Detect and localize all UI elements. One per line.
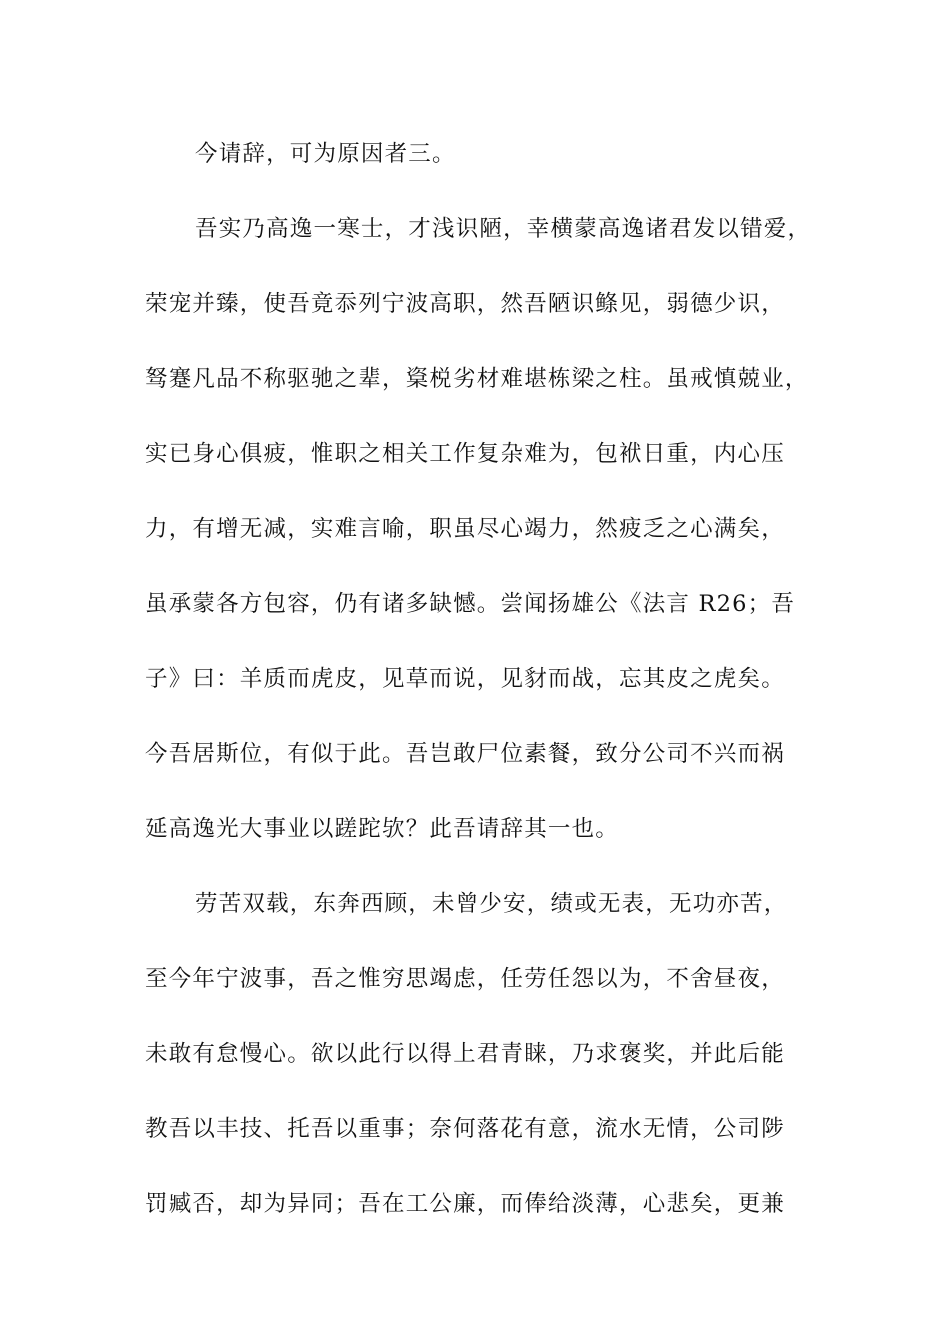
paragraph-line: 驽蹇凡品不称驱驰之辈，楶棁劣材难堪栋梁之柱。虽戒慎兢业， [145,366,809,392]
paragraph-line: 教吾以丰技、托吾以重事；奈何落花有意，流水无情，公司陟 [145,1116,785,1142]
paragraph-line: 虽承蒙各方包容，仍有诸多缺憾。尝闻扬雄公《法言 R26；吾 [145,591,796,617]
paragraph-line: 延高逸光大事业以蹉跎欤？此吾请辞其一也。 [145,816,620,842]
paragraph-line: 未敢有怠慢心。欲以此行以得上君青睐，乃求褒奖，并此后能 [145,1041,785,1067]
paragraph-line: 荣宠并臻，使吾竟忝列宁波高职，然吾陋识鲦见，弱德少识， [145,291,785,317]
paragraph-line: 子》曰：羊质而虎皮，见草而说，见豺而战，忘其皮之虎矣。 [145,666,785,692]
paragraph-line: 劳苦双载，东奔西顾，未曾少安，绩或无表，无功亦苦， [195,891,788,917]
paragraph-line: 今请辞，可为原因者三。 [195,141,456,167]
paragraph-line: 至今年宁波事，吾之惟穷思竭虑，任劳任怨以为，不舍昼夜， [145,966,785,992]
document-body [145,132,825,1257]
paragraph-line: 今吾居斯位，有似于此。吾岂敢尸位素餐，致分公司不兴而祸 [145,741,785,767]
paragraph-line: 力，有增无减，实难言喻，职虽尽心竭力，然疲乏之心满矣， [145,516,785,542]
paragraph-line: 罚臧否，却为异同；吾在工公廉，而俸给淡薄，心悲矣，更兼 [145,1191,785,1217]
paragraph-line: 实已身心俱疲，惟职之相关工作复杂难为，包袱日重，内心压 [145,441,785,467]
paragraph-line: 吾实乃高逸一寒士，才浅识陋，幸横蒙高逸诸君发以错爱， [195,216,812,242]
